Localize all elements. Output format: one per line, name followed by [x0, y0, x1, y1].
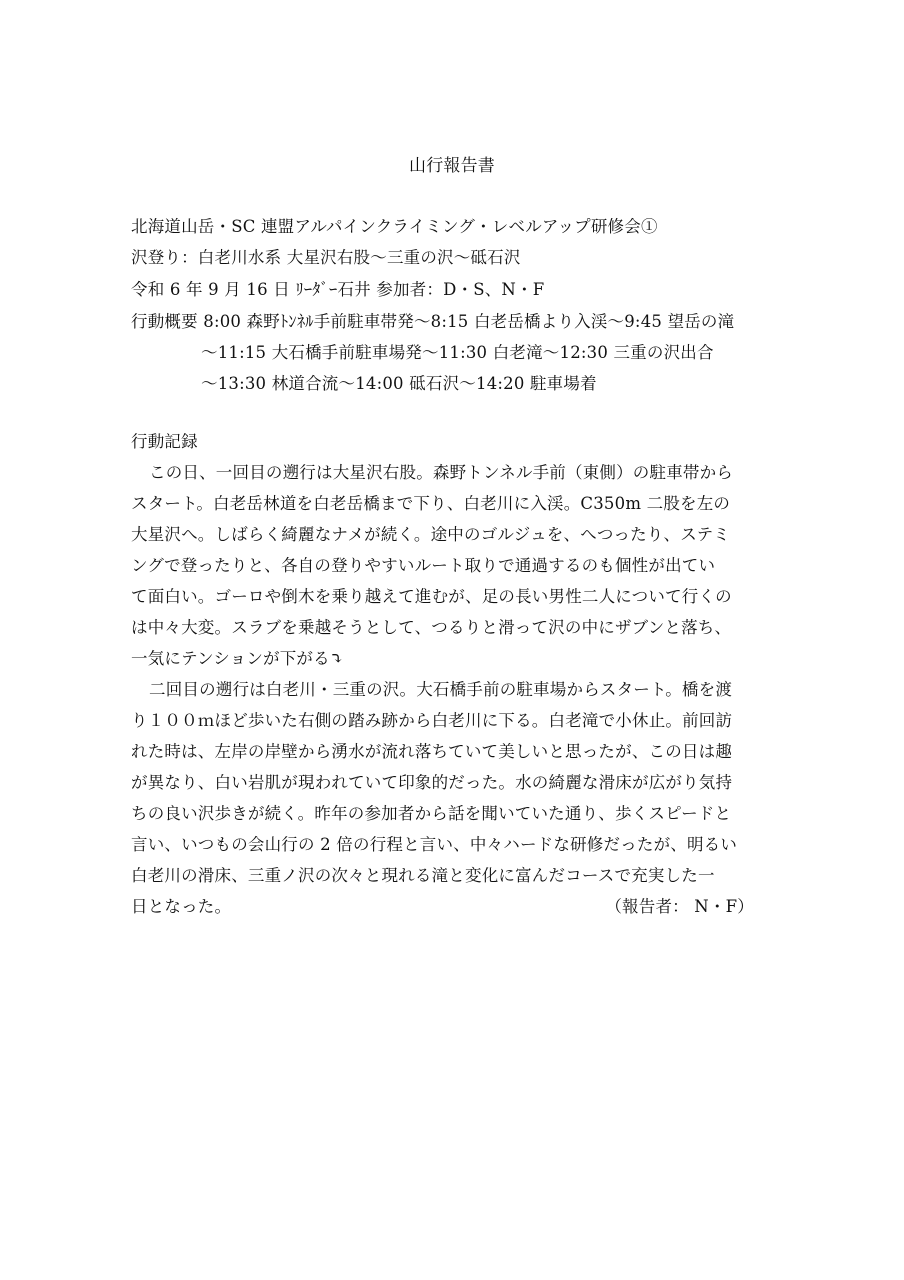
reporter-signature: （報告者： N・F）	[605, 897, 754, 916]
body-line: 二回目の遡行は白老川・三重の沢。大石橋手前の駐車場からスタート。橋を渡	[149, 680, 733, 699]
body-line: ングで登ったりと、各自の登りやすいルート取りで通過するのも個性が出てい	[131, 556, 716, 575]
body-line: 言い、いつもの会山行の 2 倍の行程と言い、中々ハードな研修だったが、明るい	[131, 835, 738, 854]
body-line: 日となった。	[131, 897, 232, 916]
header-line-schedule-2: 〜11:15 大石橋手前駐車場発〜11:30 白老滝〜12:30 三重の沢出合	[201, 343, 714, 362]
body-line: 白老川の滑床、三重ノ沢の次々と現れる滝と変化に富んだコースで充実した一	[131, 866, 715, 885]
header-line-route: 沢登り：白老川水系 大星沢右股〜三重の沢〜砥石沢	[131, 248, 521, 267]
body-line: が異なり、白い岩肌が現われていて印象的だった。水の綺麗な滑床が広がり気持	[131, 773, 733, 792]
body-line: スタート。白老岳林道を白老岳橋まで下り、白老川に入渓。C350m 二股を左の	[131, 494, 731, 513]
section-heading: 行動記録	[131, 432, 198, 451]
body-line: 一気にテンションが下がる⤵	[131, 649, 344, 668]
body-line: ちの良い沢歩きが続く。昨年の参加者から話を聞いていた通り、歩くスピードと	[131, 804, 732, 823]
body-line: れた時は、左岸の岸壁から湧水が流れ落ちていて美しいと思ったが、この日は趣	[131, 742, 733, 761]
body-line: り１００ｍほど歩いた右側の踏み跡から白老川に下る。白老滝で小休止。前回訪	[131, 711, 733, 730]
header-line-schedule-3: 〜13:30 林道合流〜14:00 砥石沢〜14:20 駐車場着	[201, 374, 597, 393]
report-title: 山行報告書	[409, 156, 495, 176]
header-line-date-members: 令和 6 年 9 月 16 日 ﾘｰﾀﾞｰ石井 参加者：D・S、N・F	[131, 280, 545, 299]
body-line: は中々大変。スラブを乗越そうとして、つるりと滑って沢の中にザブンと落ち、	[131, 618, 732, 637]
header-line-schedule-1: 行動概要 8:00 森野ﾄﾝﾈﾙ手前駐車帯発〜8:15 白老岳橋より入渓〜9:45 望岳の滝	[131, 312, 735, 331]
body-line: て面白い。ゴーロや倒木を乗り越えて進むが、足の長い男性二人について行くの	[131, 587, 732, 606]
body-line: 大星沢へ。しばらく綺麗なナメが続く。途中のゴルジュを、へつったり、ステミ	[131, 525, 730, 544]
header-line-event: 北海道山岳・SC 連盟アルパインクライミング・レベルアップ研修会①	[131, 217, 658, 236]
body-line: この日、一回目の遡行は大星沢右股。森野トンネル手前（東側）の駐車帯から	[149, 463, 734, 482]
